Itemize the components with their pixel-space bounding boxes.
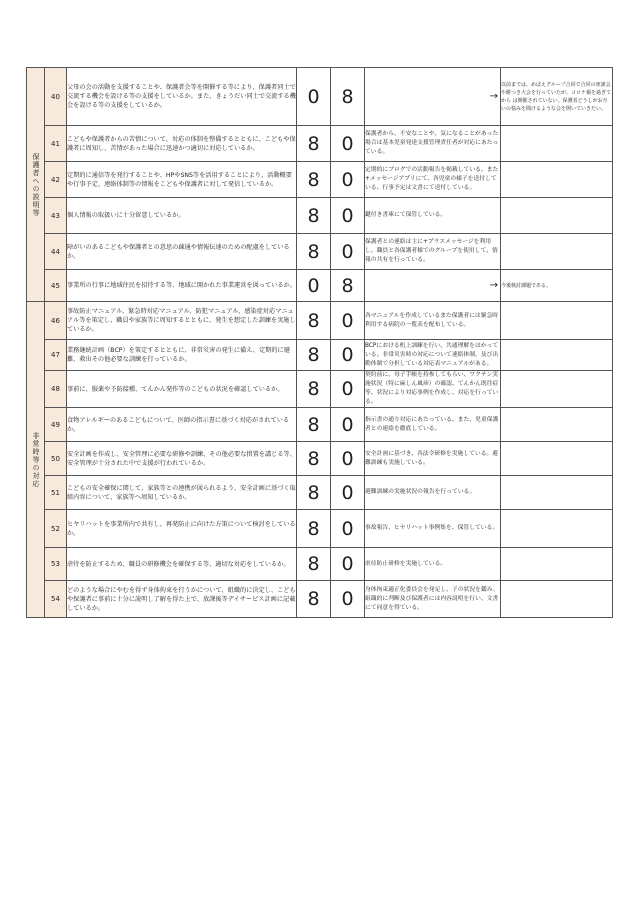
improvement-text: [501, 302, 613, 340]
row-number: 40: [45, 68, 67, 126]
section-label-emergency: 非常時等の対応: [27, 302, 45, 618]
table-row: [27, 408, 613, 442]
yes-count: 8: [297, 302, 331, 340]
arrow-right-icon: →: [489, 279, 498, 291]
improvement-text: [501, 581, 613, 618]
question-text: 事故防止マニュアル、緊急時対応マニュアル、防犯マニュアル、感染症対応マニュアル等を策定し、職員や家族等に周知するとともに、発生を想定した訓練を実施しているか。: [67, 302, 297, 340]
table-row: [27, 234, 613, 270]
no-count: 0: [331, 234, 365, 270]
improvement-text: [501, 408, 613, 442]
table-row: [27, 476, 613, 510]
comment-text: BCPにおける机上訓練を行い、共通理解をはかっている。非常災害時の対応について連絡体制、及び出勤体制で分担している対応表マニュアルがある。: [365, 342, 499, 367]
row-number: 51: [45, 476, 67, 510]
comment-cell: [365, 126, 501, 162]
comment-text: 身体拘束適正化委員会を発足し、子の状況を鑑み、組織的に判断及び保護者には内容説明を行い、文書にて同意を得ている。: [365, 586, 499, 611]
comment-cell: [365, 510, 501, 548]
improvement-text: [501, 371, 613, 408]
comment-cell: [365, 548, 501, 581]
improvement-text: [501, 126, 613, 162]
yes-count: 8: [297, 548, 331, 581]
row-number: 53: [45, 548, 67, 581]
self-evaluation-table: [26, 67, 613, 618]
row-number: 48: [45, 371, 67, 408]
row-number: 46: [45, 302, 67, 340]
comment-cell: [365, 340, 501, 371]
yes-count: 8: [297, 198, 331, 234]
table-row: [27, 68, 613, 126]
question-text: 個人情報の取扱いに十分留意しているか。: [67, 198, 297, 234]
improvement-text: [501, 198, 613, 234]
no-count: 0: [331, 548, 365, 581]
question-text: 安全計画を作成し、安全管理に必要な研修や訓練、その他必要な措置を講じる等、安全管理が十分された中で支援が行われているか。: [67, 442, 297, 476]
question-text: 虐待を防止するため、職員の研修機会を確保する等、適切な対応をしているか。: [67, 548, 297, 581]
yes-count: 8: [297, 340, 331, 371]
yes-count: 8: [297, 476, 331, 510]
question-text: 食物アレルギーのあるこどもについて、医師の指示書に基づく対応がされているか。: [67, 408, 297, 442]
table-row: [27, 442, 613, 476]
no-count: 0: [331, 442, 365, 476]
yes-count: 8: [297, 510, 331, 548]
improvement-text: [501, 510, 613, 548]
no-count: 8: [331, 68, 365, 126]
row-number: 44: [45, 234, 67, 270]
question-text: 障がいのあるこどもや保護者との意思の疎通や情報伝達のための配慮をしているか。: [67, 234, 297, 270]
yes-count: 8: [297, 371, 331, 408]
comment-text: 保護者から、不安なことや、気になることがあった場合は基本児童発達支援管理責任者が対応にあたっている。: [365, 131, 499, 155]
comment-cell: [365, 476, 501, 510]
yes-count: 8: [297, 408, 331, 442]
improvement-text: [501, 548, 613, 581]
improvement-text: 以前までは、めばえグループ合同で合同の座談会や餅つき大会を行っていたが、コロナ禍を過ぎてから は開催されていない。保護者どうしがお互いの悩みを聞けるような会を開いていきたい。: [501, 68, 613, 126]
row-number: 41: [45, 126, 67, 162]
no-count: 0: [331, 302, 365, 340]
no-count: 0: [331, 581, 365, 618]
section-label-explanation: 保護者への説明等: [27, 68, 45, 302]
question-text: 事前に、服薬や予防接種、てんかん発作等のこどもの状況を確認しているか。: [67, 371, 297, 408]
comment-cell: [365, 581, 501, 618]
no-count: 0: [331, 340, 365, 371]
comment-cell: [365, 442, 501, 476]
comment-text: 定期的にブログでの活動報告を掲載している。また+メッセージアプリにて、各児童の様子を送付している。行事予定は文書にて送付している。: [365, 167, 499, 191]
table-row: [27, 581, 613, 618]
comment-text: 鍵付き書庫にて保管している。: [365, 212, 447, 218]
row-number: 47: [45, 340, 67, 371]
question-text: 事業所の行事に地域住民を招待する等、地域に開かれた事業運営を図っているか。: [67, 270, 297, 302]
no-count: 0: [331, 126, 365, 162]
table-row: [27, 548, 613, 581]
comment-text: 保護者との連絡は主に+プラスメッセージを利用し、職員と各保護者様でのグループを使用して、情報の共有を行っている。: [365, 239, 498, 263]
table-row: [27, 371, 613, 408]
improvement-text: 今後検討課題である。: [501, 270, 613, 302]
no-count: 8: [331, 270, 365, 302]
question-text: どのような場合にやむを得ず身体拘束を行うかについて、組織的に決定し、こどもや保護者に事前に十分に説明し了解を得た上で、放課後等デイサービス計画に記載しているか。: [67, 581, 297, 618]
question-text: こどもの安全確保に関して、家族等との連携が図られるよう、安全計画に基づく取組内容について、家族等へ周知しているか。: [67, 476, 297, 510]
comment-cell: [365, 234, 501, 270]
row-number: 45: [45, 270, 67, 302]
question-text: 父母の会の活動を支援することや、保護者会等を開催する等により、保護者同士で交流する機会を設ける等の支援をしているか。また、きょうだい同士で交流する機会を設ける等の支援をしているか。: [67, 68, 297, 126]
question-text: ヒヤリハットを事業所内で共有し、再発防止に向けた方策について検討をしているか。: [67, 510, 297, 548]
row-number: 42: [45, 162, 67, 198]
no-count: 0: [331, 510, 365, 548]
comment-cell: [365, 270, 501, 302]
no-count: 0: [331, 162, 365, 198]
table-row: [27, 510, 613, 548]
comment-text: 指示書の通り対応にあたっている。また、児童保護者との連絡を徹底している。: [365, 416, 499, 432]
row-number: 52: [45, 510, 67, 548]
question-text: 業務継続計画（BCP）を策定するとともに、非常災害の発生に備え、定期的に避難、救出その他必要な訓練を行っているか。: [67, 340, 297, 371]
no-count: 0: [331, 198, 365, 234]
no-count: 0: [331, 476, 365, 510]
comment-text: 避難訓練の実施状況の報告を行っている。: [365, 489, 476, 495]
table-row: [27, 162, 613, 198]
improvement-text: [501, 476, 613, 510]
no-count: 0: [331, 408, 365, 442]
yes-count: 0: [297, 68, 331, 126]
question-text: こどもや保護者からの苦情について、対応の体制を整備するとともに、こどもや保護者に周知し、苦情があった場合に迅速かつ適切に対応しているか。: [67, 126, 297, 162]
question-text: 定期的に通信等を発行することや、HPやSNS等を活用することにより、活動概要や行事予定、連絡体制等の情報をこどもや保護者に対して発信しているか。: [67, 162, 297, 198]
comment-cell: [365, 198, 501, 234]
yes-count: 8: [297, 234, 331, 270]
yes-count: 8: [297, 442, 331, 476]
improvement-text: [501, 234, 613, 270]
comment-text: 各マニュアルを作成しているまた保護者には緊急時利用する病院の一覧表を配布している。: [365, 312, 499, 328]
table-row: [27, 270, 613, 302]
row-number: 43: [45, 198, 67, 234]
comment-text: 契約前に、母子手帳を持参してもらい、ワクチン実施状況（特に麻しん風疹）の確認、てんかん既往症等、状況により対応事例を作成し、対応を行っている。: [365, 372, 499, 405]
table-row: [27, 198, 613, 234]
comment-cell: [365, 68, 501, 126]
comment-text: 虐待防止研修を実施している。: [365, 560, 447, 567]
row-number: 50: [45, 442, 67, 476]
table-row: [27, 302, 613, 340]
comment-cell: [365, 408, 501, 442]
comment-cell: [365, 302, 501, 340]
table-row: [27, 126, 613, 162]
comment-text: 事故報告、ヒヤリハット事例集を、保管している。: [365, 525, 499, 531]
table-row: [27, 340, 613, 371]
improvement-text: [501, 340, 613, 371]
no-count: 0: [331, 371, 365, 408]
improvement-text: [501, 162, 613, 198]
yes-count: 0: [297, 270, 331, 302]
arrow-right-icon: →: [489, 90, 498, 102]
yes-count: 8: [297, 581, 331, 618]
row-number: 49: [45, 408, 67, 442]
yes-count: 8: [297, 162, 331, 198]
improvement-text: [501, 442, 613, 476]
row-number: 54: [45, 581, 67, 618]
comment-cell: [365, 162, 501, 198]
comment-cell: [365, 371, 501, 408]
comment-text: 安全計画に基づき、各法令研修を実施している。避難訓練も実施している。: [365, 450, 499, 466]
yes-count: 8: [297, 126, 331, 162]
